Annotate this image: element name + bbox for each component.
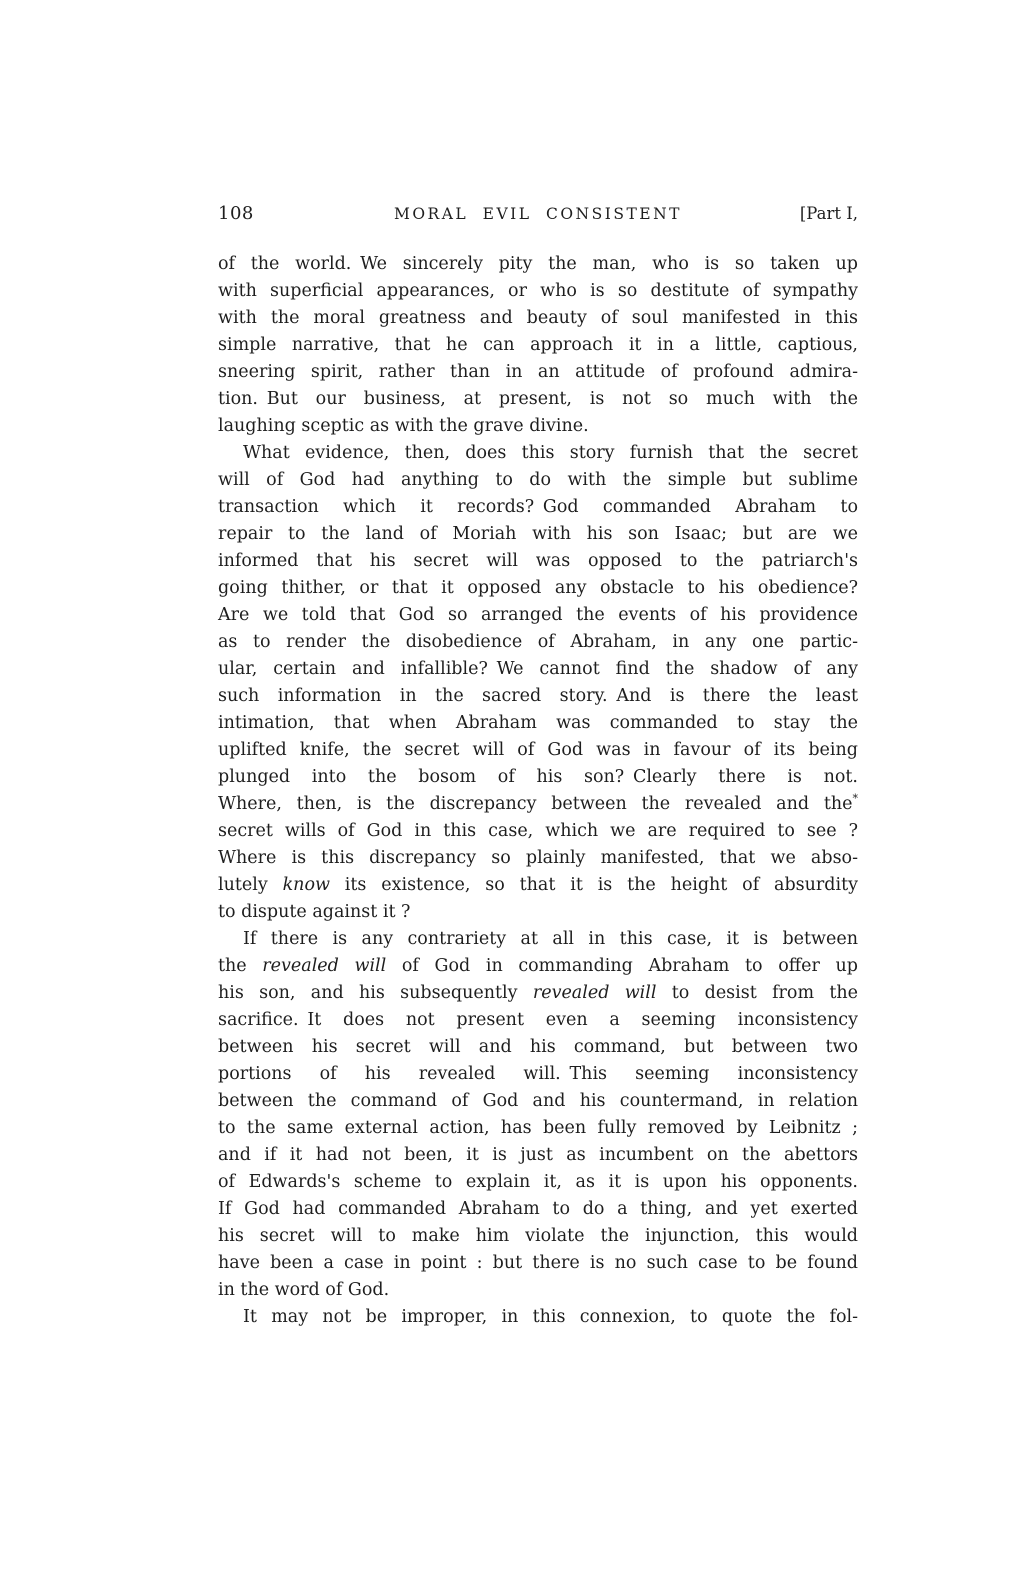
text-segment: Are we told that God so arranged the events of his providence	[218, 605, 858, 625]
text-segment: intimation, that when Abraham was commanded to stay the	[218, 713, 858, 733]
text-line	[218, 1061, 858, 1088]
text-line	[218, 359, 858, 386]
text-segment: between the command of God and his countermand, in relation	[218, 1091, 858, 1111]
text-line	[218, 629, 858, 656]
text-segment: the	[218, 956, 263, 976]
text-line	[218, 440, 858, 467]
text-line	[218, 1250, 858, 1277]
text-segment: laughing sceptic as with the grave divine.	[218, 416, 589, 436]
text-line	[218, 656, 858, 683]
text-segment: sacrifice. It does not present even a seeming inconsistency	[218, 1010, 858, 1030]
text-segment: uplifted knife, the secret will of God was in favour of its being	[218, 740, 858, 760]
text-segment: with superficial appearances, or who is so destitute of sympathy	[218, 281, 858, 301]
text-line	[218, 602, 858, 629]
text-segment: revealed will	[532, 983, 657, 1003]
text-line	[218, 1304, 858, 1331]
text-segment: of God in commanding Abraham to offer up	[386, 956, 858, 976]
text-line	[218, 278, 858, 305]
running-title: MORAL EVIL CONSISTENT	[393, 205, 683, 223]
text-segment: between his secret will and his command, but between two	[218, 1037, 858, 1057]
page-number: 108	[218, 203, 254, 224]
text-segment: If God had commanded Abraham to do a thing, and yet exerted	[218, 1199, 858, 1219]
text-segment: have been a case in point : but there is no such case to be found	[218, 1253, 858, 1273]
text-line	[218, 737, 858, 764]
text-segment: going thither, or that it opposed any obstacle to his obedience?	[218, 578, 858, 598]
text-segment: in the word of God.	[218, 1280, 390, 1300]
paragraph	[218, 1304, 858, 1331]
text-line	[218, 710, 858, 737]
text-segment: will of God had anything to do with the simple but sublime	[218, 470, 858, 490]
text-segment: What evidence, then, does this story furnish that the secret	[243, 443, 858, 463]
text-line	[218, 1115, 858, 1142]
text-segment: and if it had not been, it is just as incumbent on the abettors	[218, 1145, 858, 1165]
text-segment: revealed will	[262, 956, 387, 976]
page-body	[218, 251, 858, 1331]
text-segment: such information in the sacred story. And is there the least	[218, 686, 858, 706]
text-segment: to dispute against it ?	[218, 902, 411, 922]
text-segment: its existence, so that it is the height of absurdity	[329, 875, 858, 895]
text-segment: portions of his revealed will. This seeming inconsistency	[218, 1064, 858, 1084]
text-segment: to the same external action, has been fully removed by Leibnitz ;	[218, 1118, 858, 1138]
text-line	[218, 926, 858, 953]
footnote-asterisk: *	[852, 792, 858, 806]
text-line	[218, 791, 858, 818]
text-segment: with the moral greatness and beauty of soul manifested in this	[218, 308, 858, 328]
text-segment: know	[282, 875, 330, 895]
text-line	[218, 467, 858, 494]
text-segment: transaction which it records? God commanded Abraham to	[218, 497, 858, 517]
text-segment: his secret will to make him violate the injunction, this would	[218, 1226, 858, 1246]
text-line	[218, 980, 858, 1007]
text-line	[218, 1034, 858, 1061]
text-line	[218, 413, 858, 440]
text-line	[218, 521, 858, 548]
text-line	[218, 494, 858, 521]
text-line	[218, 1142, 858, 1169]
text-segment: of Edwards's scheme to explain it, as it is upon his opponents.	[218, 1172, 858, 1192]
text-segment: as to render the disobedience of Abraham, in any one partic-	[218, 632, 858, 652]
page-header	[218, 203, 858, 224]
text-line	[218, 575, 858, 602]
text-line	[218, 683, 858, 710]
text-line	[218, 1169, 858, 1196]
text-line	[218, 899, 858, 926]
text-line	[218, 251, 858, 278]
text-line	[218, 1277, 858, 1304]
text-segment: Where is this discrepancy so plainly manifested, that we abso-	[218, 848, 858, 868]
text-line	[218, 1223, 858, 1250]
text-segment: If there is any contrariety at all in this case, it is between	[243, 929, 858, 949]
text-line	[218, 1007, 858, 1034]
text-line	[218, 818, 858, 845]
text-line	[218, 953, 858, 980]
text-line	[218, 332, 858, 359]
paragraph	[218, 440, 858, 926]
text-segment: informed that his secret will was opposed to the patriarch's	[218, 551, 858, 571]
text-segment: Where, then, is the discrepancy between the revealed and the	[218, 794, 853, 814]
text-segment: sneering spirit, rather than in an attitude of profound admira-	[218, 362, 858, 382]
text-line	[218, 548, 858, 575]
text-segment: simple narrative, that he can approach it in a little, captious,	[218, 335, 858, 355]
text-line	[218, 386, 858, 413]
part-label: [Part I,	[799, 204, 858, 223]
text-line	[218, 872, 858, 899]
paragraph	[218, 926, 858, 1304]
text-line	[218, 305, 858, 332]
paragraph	[218, 251, 858, 440]
text-line	[218, 764, 858, 791]
text-segment: tion. But our business, at present, is not so much with the	[218, 389, 858, 409]
text-line	[218, 1088, 858, 1115]
text-segment: repair to the land of Moriah with his son Isaac; but are we	[218, 524, 858, 544]
text-line	[218, 845, 858, 872]
text-segment: It may not be improper, in this connexion, to quote the fol-	[243, 1307, 858, 1327]
text-segment: secret wills of God in this case, which we are required to see ?	[218, 821, 858, 841]
text-segment: of the world. We sincerely pity the man, who is so taken up	[218, 254, 858, 274]
text-segment: his son, and his subsequently	[218, 983, 533, 1003]
text-segment: ular, certain and infallible? We cannot find the shadow of any	[218, 659, 858, 679]
text-line	[218, 1196, 858, 1223]
text-segment: to desist from the	[656, 983, 858, 1003]
text-segment: lutely	[218, 875, 283, 895]
text-segment: plunged into the bosom of his son? Clearly there is not.	[218, 767, 858, 787]
